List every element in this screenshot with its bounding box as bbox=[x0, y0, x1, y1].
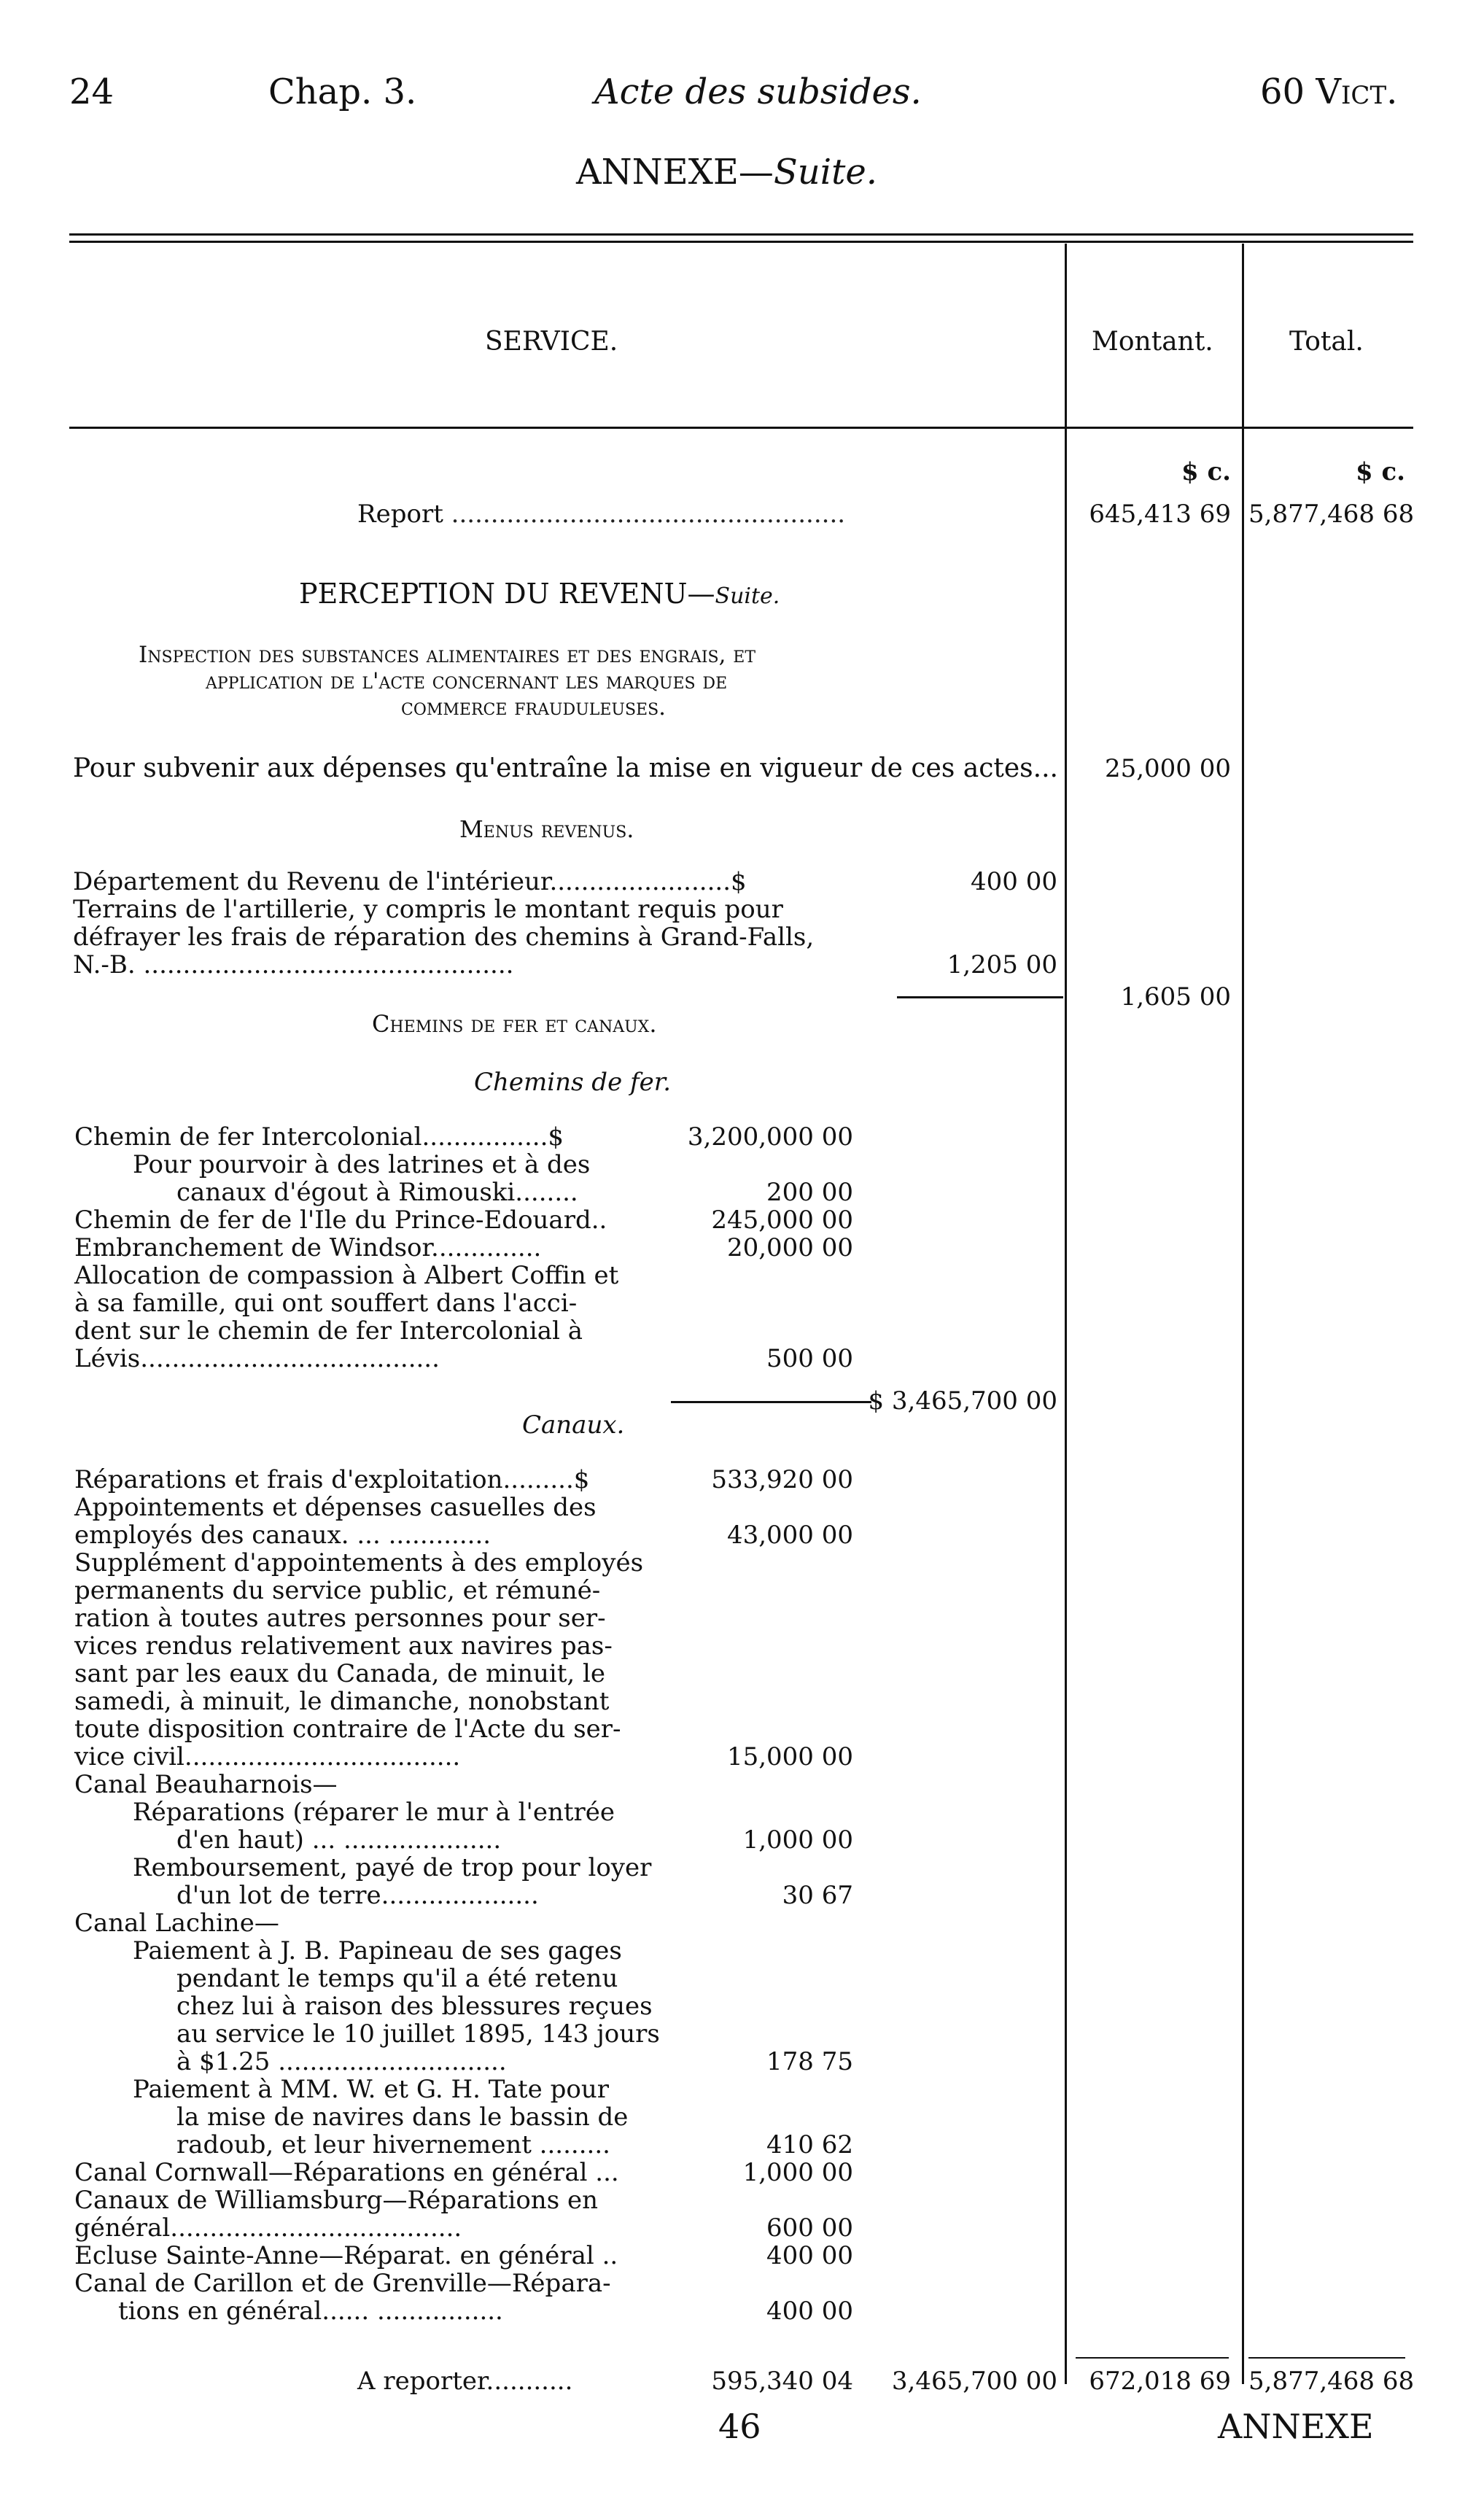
item-line: employés des canaux. ... ............. bbox=[74, 1521, 492, 1550]
report-total: 5,877,468 68 bbox=[1248, 500, 1415, 529]
currency-total: $ c. bbox=[1355, 457, 1405, 486]
item-amount: 500 00 bbox=[766, 1344, 853, 1373]
item-line: Terrains de l'artillerie, y compris le montant requis pour bbox=[73, 895, 783, 924]
item-line: dent sur le chemin de fer Intercolonial à bbox=[74, 1316, 583, 1346]
item-amount: 3,200,000 00 bbox=[687, 1122, 853, 1152]
menus-subtotal-rule bbox=[897, 996, 1063, 998]
inspection-montant: 25,000 00 bbox=[1104, 754, 1231, 783]
item-line: Allocation de compassion à Albert Coffin et bbox=[74, 1261, 619, 1290]
item-line: Paiement à J. B. Papineau de ses gages bbox=[133, 1936, 622, 1965]
report-label-text: Report bbox=[357, 500, 443, 529]
item-line: Embranchement de Windsor.............. bbox=[74, 1233, 542, 1262]
currency-montant: $ c. bbox=[1181, 457, 1231, 486]
item-line: Chemin de fer Intercolonial................$ bbox=[74, 1122, 564, 1152]
column-header-total: Total. bbox=[1289, 327, 1364, 357]
report-label: Report .................................................. bbox=[357, 500, 846, 529]
top-rule-double bbox=[69, 241, 1413, 243]
item-amount: 20,000 00 bbox=[726, 1233, 853, 1262]
chemins-canaux-heading: Chemins de fer et canaux. bbox=[372, 1010, 657, 1038]
footer-label: A reporter........... bbox=[357, 2367, 573, 2396]
item-amount: 410 62 bbox=[766, 2130, 853, 2159]
chemins-total-rule bbox=[671, 1401, 871, 1403]
chapter-label: Chap. 3. bbox=[268, 71, 417, 112]
item-line: samedi, à minuit, le dimanche, nonobstant bbox=[74, 1687, 610, 1716]
inspection-heading-1: Inspection des substances alimentaires et des engrais, et bbox=[139, 642, 756, 668]
item-amount: 30 67 bbox=[782, 1881, 853, 1910]
item-line: défrayer les frais de réparation des chemins à Grand-Falls, bbox=[73, 923, 815, 952]
item-line: Département du Revenu de l'intérieur.......................$ bbox=[73, 867, 747, 896]
item-line: N.-B. ............................................... bbox=[73, 950, 514, 979]
item-line: d'un lot de terre.................... bbox=[176, 1881, 539, 1910]
item-amount: 178 75 bbox=[766, 2047, 853, 2076]
item-line: ration à toutes autres personnes pour ser- bbox=[74, 1604, 606, 1633]
footer-rule-montant bbox=[1076, 2357, 1229, 2359]
item-line: d'en haut) ... .................... bbox=[176, 1825, 502, 1855]
regnal-year: 60 Vict. bbox=[1260, 71, 1398, 112]
item-amount: 533,920 00 bbox=[711, 1465, 853, 1494]
item-line: Paiement à MM. W. et G. H. Tate pour bbox=[133, 2075, 609, 2104]
item-line: canaux d'égout à Rimouski........ bbox=[176, 1178, 578, 1207]
item-amount: 1,000 00 bbox=[742, 1825, 853, 1855]
item-line: Réparations et frais d'exploitation.........$ bbox=[74, 1465, 590, 1494]
column-header-montant: Montant. bbox=[1092, 327, 1213, 357]
footer-col1: 595,340 04 bbox=[711, 2367, 853, 2396]
item-amount: 1,205 00 bbox=[947, 950, 1057, 979]
item-line: Canal Lachine— bbox=[74, 1909, 279, 1938]
item-line: vices rendus relativement aux navires pas- bbox=[74, 1631, 613, 1661]
item-line: permanents du service public, et rémuné- bbox=[74, 1576, 601, 1605]
item-line: radoub, et leur hivernement ......... bbox=[176, 2130, 610, 2159]
footer-montant: 672,018 69 bbox=[1089, 2367, 1231, 2396]
item-line: toute disposition contraire de l'Acte du ser- bbox=[74, 1715, 621, 1744]
item-line: Remboursement, payé de trop pour loyer bbox=[133, 1853, 652, 1882]
item-line: Canaux de Williamsburg—Réparations en bbox=[74, 2186, 598, 2215]
item-line: la mise de navires dans le bassin de bbox=[176, 2103, 629, 2132]
item-line: tions en général...... ................ bbox=[118, 2297, 503, 2326]
item-amount: 400 00 bbox=[971, 867, 1057, 896]
section-title-suffix: Suite. bbox=[715, 583, 780, 609]
item-line: Lévis...................................... bbox=[74, 1344, 440, 1373]
item-line: Chemin de fer de l'Ile du Prince-Edouard.. bbox=[74, 1206, 607, 1235]
item-amount: 1,000 00 bbox=[742, 2158, 853, 2187]
item-line: à $1.25 ............................. bbox=[176, 2047, 507, 2076]
inspection-item: Pour subvenir aux dépenses qu'entraîne la mise en vigueur de ces actes... bbox=[73, 753, 1058, 783]
item-line: sant par les eaux du Canada, de minuit, le bbox=[74, 1659, 606, 1688]
item-amount: 200 00 bbox=[766, 1178, 853, 1207]
header-rule bbox=[69, 427, 1413, 429]
chemins-heading: Chemins de fer. bbox=[474, 1068, 672, 1097]
annex-heading bbox=[576, 152, 877, 193]
item-amount: 400 00 bbox=[766, 2241, 853, 2270]
item-line: vice civil................................... bbox=[74, 1742, 461, 1771]
running-title: Acte des subsides. bbox=[594, 71, 922, 112]
item-line: Pour pourvoir à des latrines et à des bbox=[133, 1150, 591, 1179]
item-line: pendant le temps qu'il a été retenu bbox=[176, 1964, 618, 1993]
item-line: Supplément d'appointements à des employés bbox=[74, 1548, 644, 1577]
page-number: 24 bbox=[69, 71, 114, 112]
chemins-total: $ 3,465,700 00 bbox=[868, 1386, 1057, 1416]
annex-heading-main: ANNEXE— bbox=[576, 152, 774, 193]
item-line: Ecluse Sainte-Anne—Réparat. en général .. bbox=[74, 2241, 618, 2270]
item-line: Canal de Carillon et de Grenville—Répara- bbox=[74, 2269, 611, 2298]
item-amount: 600 00 bbox=[766, 2213, 853, 2243]
catchword: ANNEXE bbox=[1218, 2407, 1374, 2446]
annex-heading-suffix: Suite. bbox=[773, 152, 878, 193]
item-line: au service le 10 juillet 1895, 143 jours bbox=[176, 2019, 660, 2049]
item-amount: 43,000 00 bbox=[726, 1521, 853, 1550]
item-line: général..................................... bbox=[74, 2213, 462, 2243]
item-line: chez lui à raison des blessures reçues bbox=[176, 1992, 653, 2021]
menus-heading: Menus revenus. bbox=[459, 815, 634, 843]
menus-montant: 1,605 00 bbox=[1120, 982, 1231, 1012]
report-montant: 645,413 69 bbox=[1089, 500, 1231, 529]
footer-rule-total bbox=[1248, 2357, 1405, 2359]
column-divider-montant bbox=[1065, 244, 1067, 2384]
inspection-heading-3: commerce frauduleuses. bbox=[401, 694, 666, 721]
footer-col2: 3,465,700 00 bbox=[891, 2367, 1057, 2396]
top-rule bbox=[69, 233, 1413, 236]
footer-total: 5,877,468 68 bbox=[1248, 2367, 1415, 2396]
item-amount: 245,000 00 bbox=[711, 1206, 853, 1235]
canaux-heading: Canaux. bbox=[522, 1410, 625, 1440]
item-line: Réparations (réparer le mur à l'entrée bbox=[133, 1798, 615, 1827]
item-amount: 400 00 bbox=[766, 2297, 853, 2326]
item-line: Canal Cornwall—Réparations en général ... bbox=[74, 2158, 619, 2187]
inspection-heading-2: application de l'acte concernant les marques de bbox=[206, 668, 728, 694]
page-footer-number: 46 bbox=[718, 2407, 761, 2446]
column-header-service: SERVICE. bbox=[485, 327, 618, 357]
item-line: Canal Beauharnois— bbox=[74, 1770, 338, 1799]
column-divider-total bbox=[1242, 244, 1244, 2384]
section-title bbox=[299, 580, 780, 610]
section-title-main: PERCEPTION DU REVENU— bbox=[299, 578, 715, 610]
item-line: à sa famille, qui ont souffert dans l'acci- bbox=[74, 1289, 578, 1318]
item-line: Appointements et dépenses casuelles des bbox=[74, 1493, 597, 1522]
item-amount: 15,000 00 bbox=[726, 1742, 853, 1771]
